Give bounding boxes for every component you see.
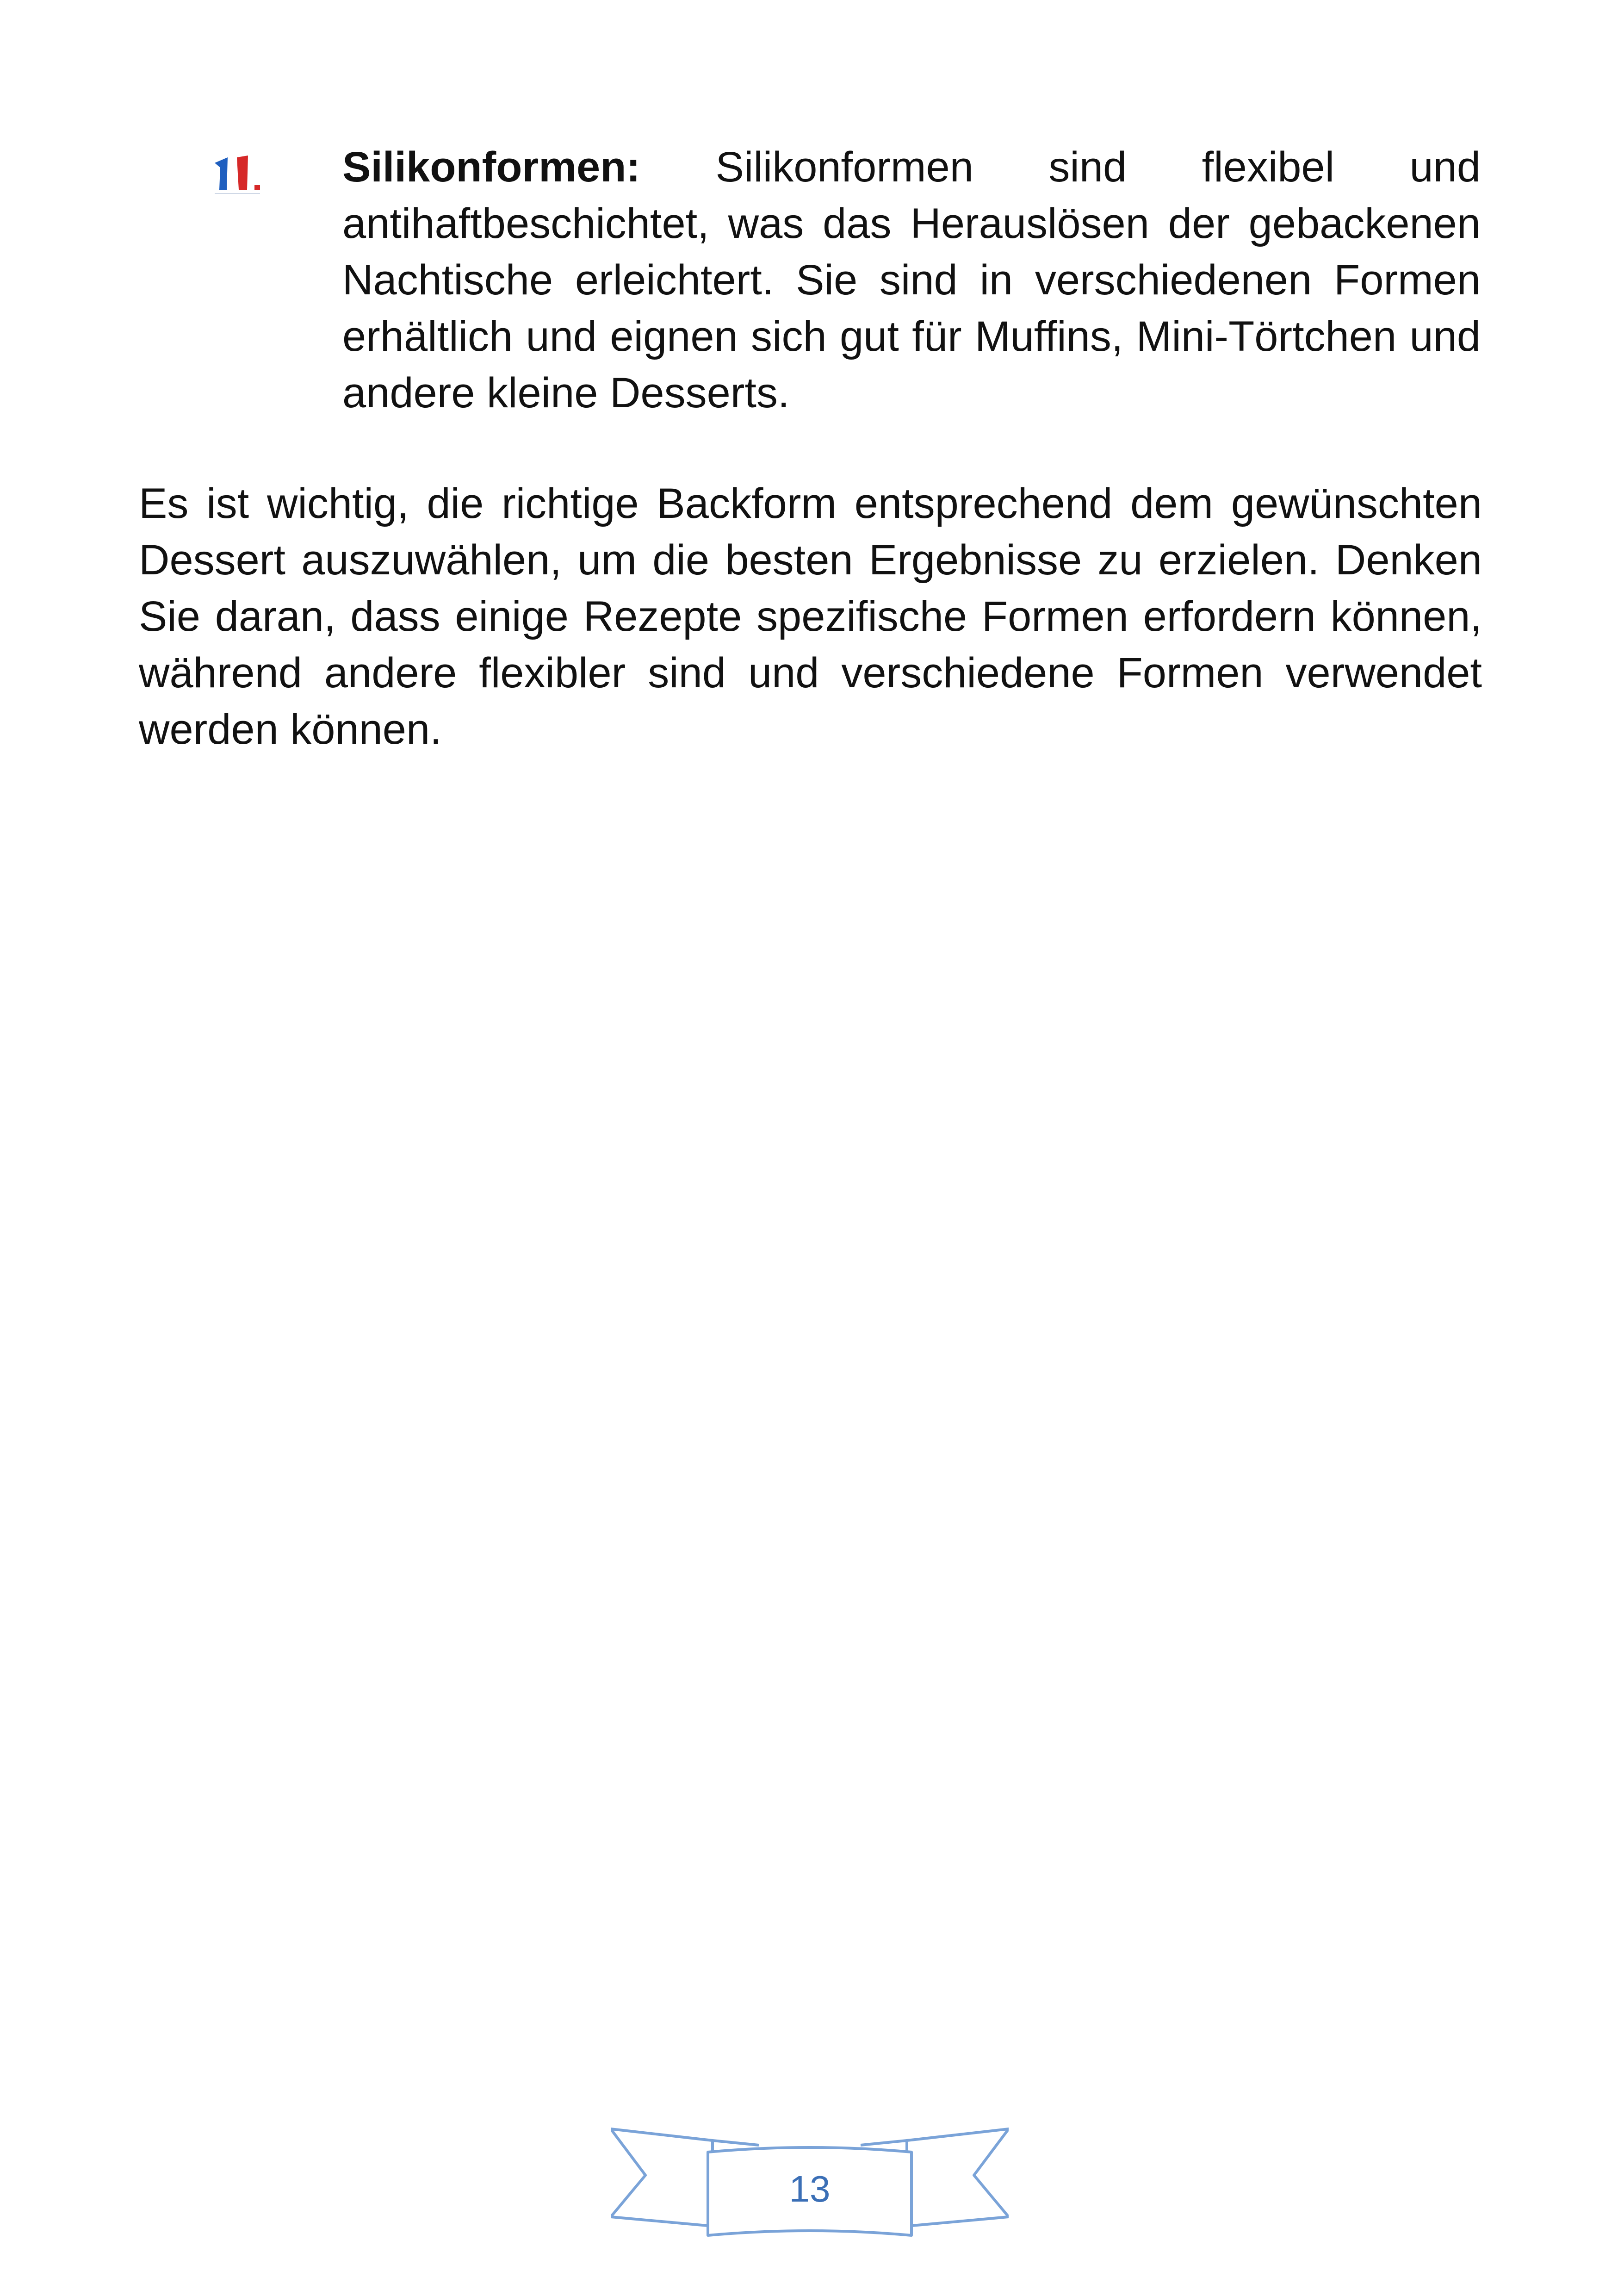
page-number: 13 [789,2168,831,2209]
french-flag-bullet-icon [208,149,273,205]
bullet-text [342,139,1481,421]
body-paragraph: Es ist wichtig, die richtige Backform entsprechend dem gewünschten Dessert auszuwählen, um die besten Ergebnisse zu erzielen. Denken Sie daran, dass einige Rezepte spezifische Formen erfordern können, während andere flexibler sind und verschiedene Formen verwendet werden können. [139,480,1482,753]
bullet-title: Silikonformen: [342,143,641,191]
bullet-item-silikonformen [208,139,1481,421]
bullet-body: Silikonformen sind flexibel und antihaftbeschichtet, was das Herauslösen der gebackenen Nachtische erleichtert. Sie sind in verschiedenen Formen erhältlich und eignen sich gut für Muffins, Mini-Törtchen und andere kleine Desserts. [342,143,1481,417]
